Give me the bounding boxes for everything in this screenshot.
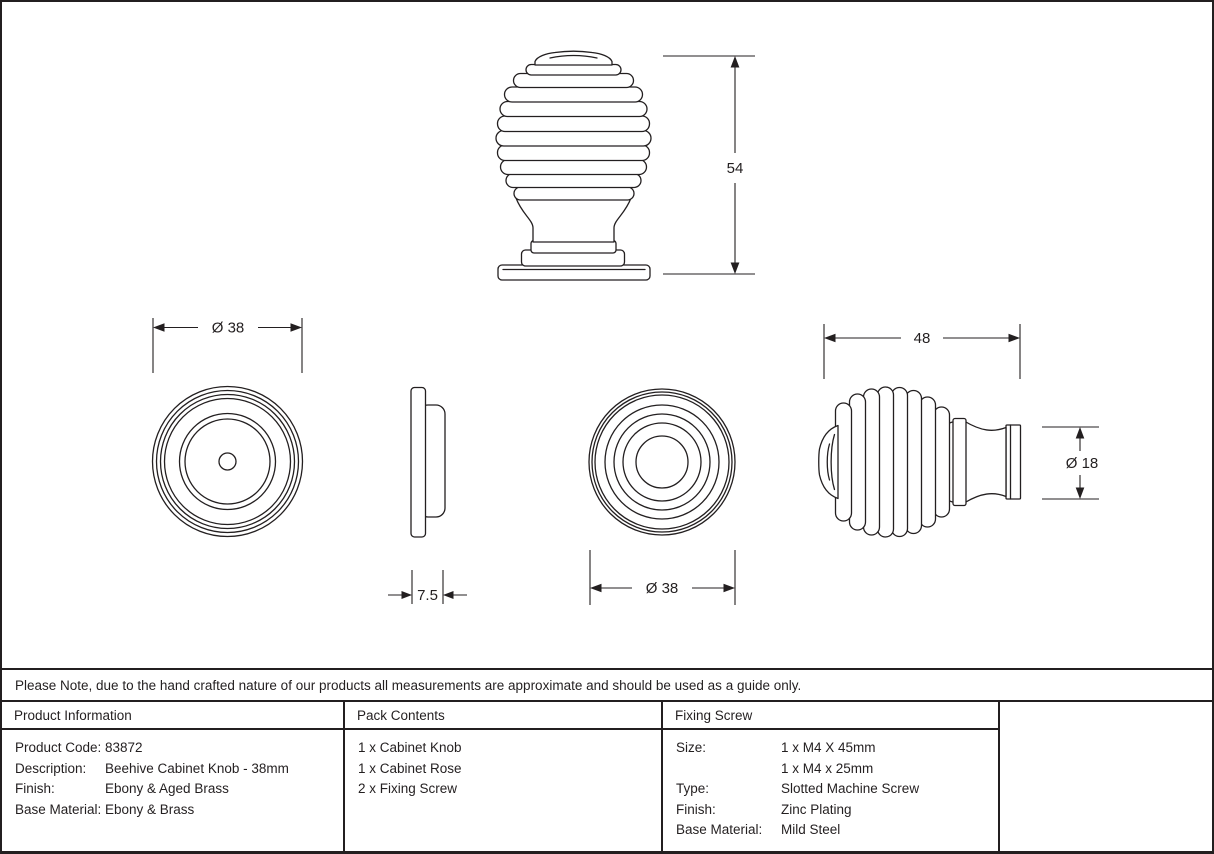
spec-label: Base Material: — [15, 801, 102, 817]
dimension-rose-diameter — [153, 318, 302, 373]
table-row — [676, 820, 994, 841]
knob-side-view — [819, 387, 1021, 537]
column-empty — [1000, 702, 1212, 851]
spec-label: Base Material: — [676, 822, 763, 838]
pack-contents-header: Pack Contents — [345, 702, 661, 730]
table-row — [15, 738, 339, 759]
spec-value: Mild Steel — [781, 822, 841, 838]
list-item: 2 x Fixing Screw — [358, 781, 458, 797]
spec-value: 1 x M4 x 25mm — [781, 760, 874, 776]
pack-contents-body — [345, 730, 661, 800]
rose-front-view — [153, 387, 303, 537]
spec-label: Type: — [676, 781, 710, 797]
knob-front-view — [496, 51, 651, 280]
technical-drawing-area — [2, 2, 1212, 670]
spec-label: Finish: — [676, 801, 716, 817]
spec-value: Zinc Plating — [781, 801, 852, 817]
technical-drawing — [2, 2, 1212, 666]
dim-label-side-length: 48 — [913, 330, 931, 347]
dim-label-rose-diameter: Ø 38 — [211, 319, 245, 337]
dimension-front-height — [663, 56, 755, 274]
spec-label: Product Code: — [15, 740, 102, 755]
product-information-body — [2, 730, 343, 820]
dim-label-knob-diameter: Ø 38 — [645, 580, 679, 597]
rose-side-view — [411, 388, 445, 538]
list-item: 1 x Cabinet Rose — [358, 760, 462, 776]
fixing-screw-header: Fixing Screw — [663, 702, 998, 730]
spec-value: Ebony & Aged Brass — [105, 781, 229, 797]
measurement-note-row — [2, 670, 1212, 702]
spec-value: Slotted Machine Screw — [781, 781, 920, 797]
measurement-note-text: Please Note, due to the hand crafted nature of our products all measurements are approximate and should be used as a guide only. — [15, 677, 802, 693]
spec-table — [2, 702, 1212, 851]
dimension-neck-diameter — [1042, 427, 1099, 499]
table-row — [676, 800, 994, 821]
dim-label-rose-depth: 7.5 — [417, 587, 438, 604]
product-information-header: Product Information — [2, 702, 343, 730]
table-row — [676, 759, 994, 780]
dimension-knob-diameter — [590, 550, 735, 605]
dim-label-front-height: 54 — [726, 160, 744, 177]
fixing-screw-body — [663, 730, 998, 841]
spec-label: Finish: — [15, 781, 55, 797]
spec-value: 1 x M4 X 45mm — [781, 740, 876, 755]
spec-value: 83872 — [105, 740, 143, 755]
column-fixing-screw — [663, 702, 1000, 851]
column-pack-contents — [345, 702, 663, 851]
column-product-information — [2, 702, 345, 851]
knob-top-view — [589, 389, 735, 535]
table-row — [15, 800, 339, 821]
dim-label-neck-diameter: Ø 18 — [1065, 455, 1099, 472]
dimension-rose-depth — [388, 570, 467, 604]
spec-label: Size: — [676, 740, 707, 755]
table-row — [676, 779, 994, 800]
table-row — [15, 759, 339, 780]
dimension-side-length — [824, 324, 1020, 379]
table-row — [15, 779, 339, 800]
spec-value: Ebony & Brass — [105, 801, 195, 817]
spec-value: Beehive Cabinet Knob - 38mm — [105, 760, 289, 776]
spec-label — [676, 759, 781, 780]
list-item: 1 x Cabinet Knob — [358, 740, 462, 755]
table-row — [676, 738, 994, 759]
spec-label: Description: — [15, 760, 87, 776]
